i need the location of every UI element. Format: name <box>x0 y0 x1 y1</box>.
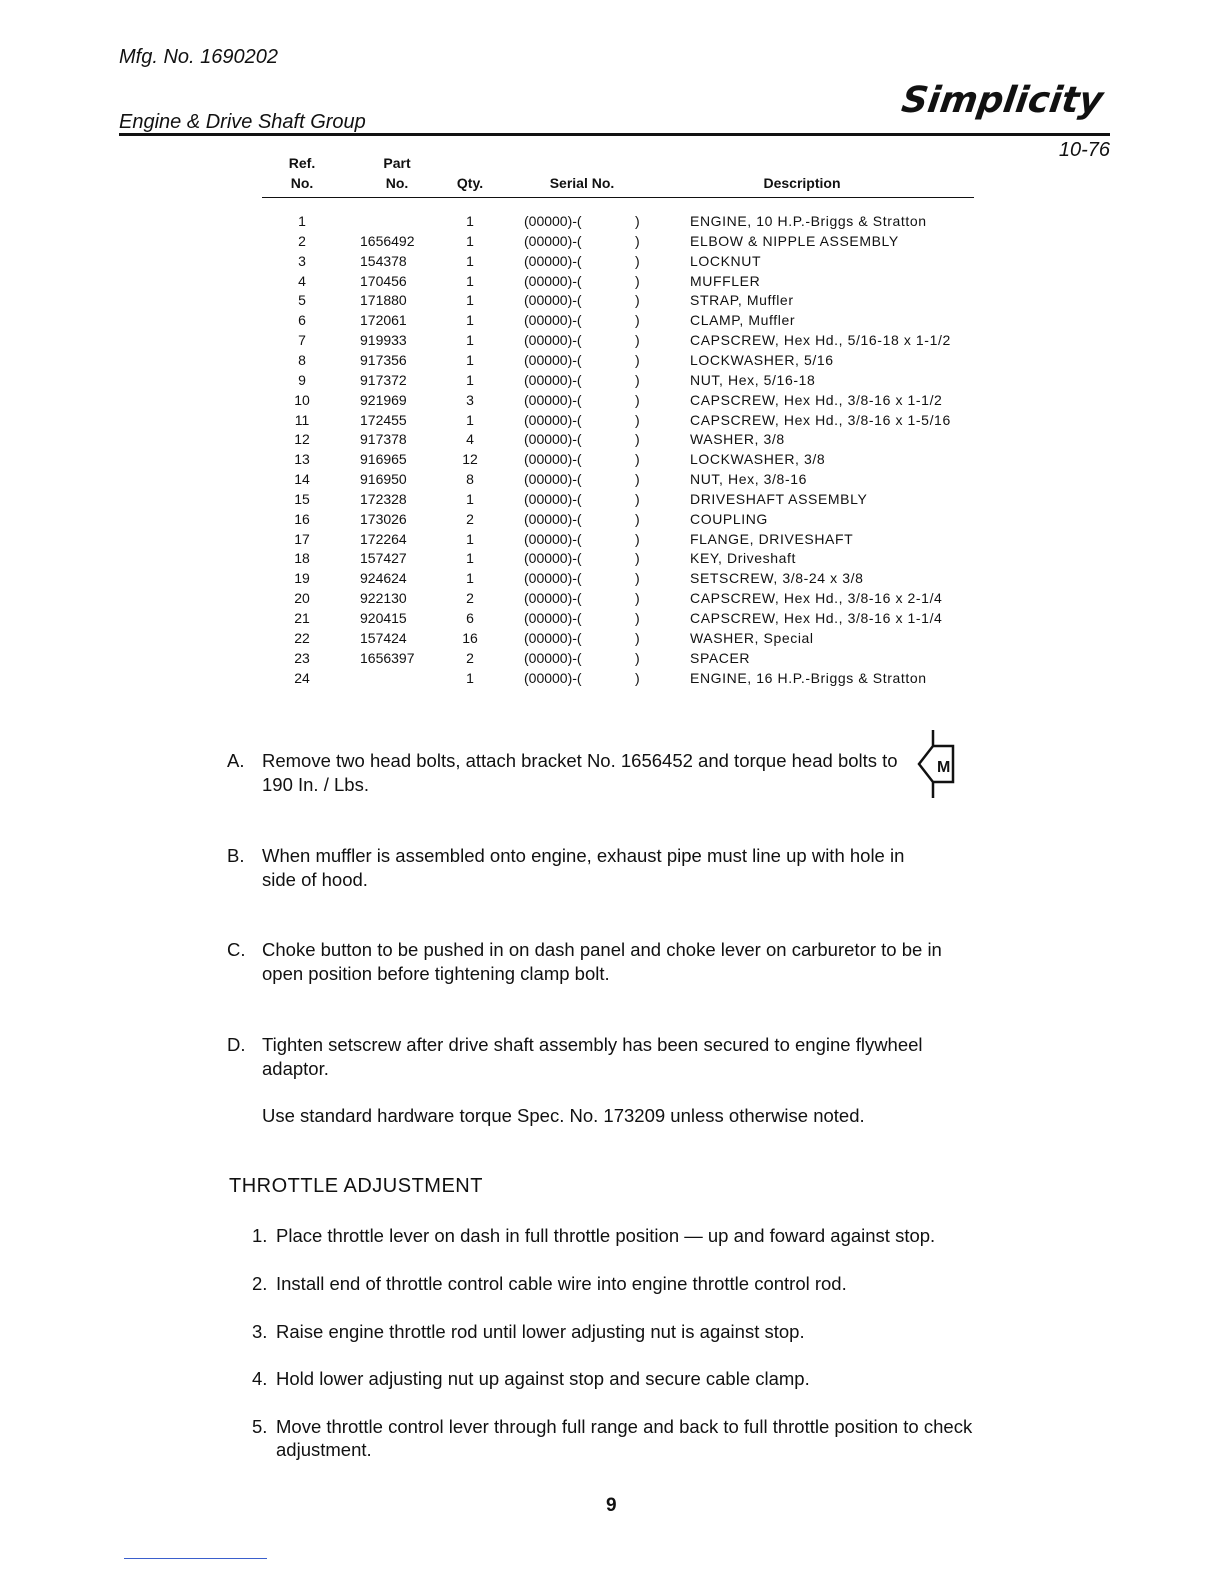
ref-cell: 9 <box>298 371 306 388</box>
serial-cell: (00000)-( <box>524 629 582 646</box>
col-qty-header: Qty. <box>456 175 484 191</box>
ref-cell: 24 <box>294 669 310 686</box>
table-row <box>262 608 982 628</box>
m-badge-letter: M <box>937 759 951 776</box>
qty-cell: 1 <box>466 570 474 587</box>
qty-cell: 1 <box>466 252 474 269</box>
description-cell: CLAMP, Muffler <box>690 312 796 329</box>
table-row <box>262 668 982 688</box>
ref-cell: 2 <box>298 232 306 249</box>
serial-close-cell: ) <box>635 451 640 468</box>
ref-cell: 8 <box>298 351 306 368</box>
qty-cell: 1 <box>466 312 474 329</box>
serial-cell: (00000)-( <box>524 510 582 527</box>
qty-cell: 1 <box>466 213 474 229</box>
qty-cell: 1 <box>466 272 474 289</box>
serial-cell: (00000)-( <box>524 590 582 607</box>
description-cell: LOCKNUT <box>690 252 762 269</box>
col-part-line1: Part <box>383 155 411 171</box>
description-cell: DRIVESHAFT ASSEMBLY <box>690 490 868 507</box>
col-ref-line1: Ref. <box>288 155 316 171</box>
step-number: 3. <box>252 1321 268 1342</box>
qty-cell: 1 <box>466 232 474 249</box>
serial-cell: (00000)-( <box>524 292 582 309</box>
description-cell: CAPSCREW, Hex Hd., 3/8-16 x 2-1/4 <box>690 590 943 607</box>
table-row <box>262 290 982 310</box>
part-number-cell: 1656397 <box>360 649 415 666</box>
description-cell: CAPSCREW, Hex Hd., 3/8-16 x 1-5/16 <box>690 411 951 428</box>
part-number-cell: 1656492 <box>360 232 415 249</box>
part-number-cell: 916950 <box>360 471 407 488</box>
serial-cell: (00000)-( <box>524 530 582 547</box>
serial-cell: (00000)-( <box>524 451 582 468</box>
serial-cell: (00000)-( <box>524 232 582 249</box>
description-cell: CAPSCREW, Hex Hd., 3/8-16 x 1-1/4 <box>690 610 943 626</box>
description-cell: NUT, Hex, 3/8-16 <box>690 471 807 488</box>
qty-cell: 1 <box>466 292 474 309</box>
serial-close-cell: ) <box>635 252 640 269</box>
table-row <box>262 429 982 449</box>
serial-cell: (00000)-( <box>524 471 582 488</box>
part-number-cell: 171880 <box>360 292 407 309</box>
description-cell: ELBOW & NIPPLE ASSEMBLY <box>690 232 899 249</box>
description-cell: KEY, Driveshaft <box>690 550 797 567</box>
col-serial-header: Serial No. <box>549 175 615 191</box>
qty-cell: 12 <box>462 451 478 468</box>
ref-cell: 7 <box>298 332 306 349</box>
qty-cell: 2 <box>466 649 474 666</box>
serial-close-cell: ) <box>635 312 640 329</box>
table-row <box>262 310 982 330</box>
serial-close-cell: ) <box>635 530 640 547</box>
ref-cell: 23 <box>294 649 310 666</box>
serial-close-cell: ) <box>635 570 640 587</box>
serial-close-cell: ) <box>635 590 640 607</box>
part-number-cell: 154378 <box>360 252 407 269</box>
serial-cell: (00000)-( <box>524 312 582 329</box>
qty-cell: 2 <box>466 510 474 527</box>
table-row <box>262 211 982 231</box>
table-row <box>262 648 982 668</box>
ref-cell: 1 <box>298 213 306 229</box>
part-number-cell: 920415 <box>360 610 407 626</box>
serial-cell: (00000)-( <box>524 669 582 686</box>
serial-cell: (00000)-( <box>524 351 582 368</box>
serial-close-cell: ) <box>635 232 640 249</box>
part-number-cell: 922130 <box>360 590 407 607</box>
serial-close-cell: ) <box>635 351 640 368</box>
part-number-cell: 917356 <box>360 351 407 368</box>
serial-cell: (00000)-( <box>524 213 582 229</box>
part-number-cell: 172328 <box>360 490 407 507</box>
part-number-cell: 917372 <box>360 371 407 388</box>
description-cell: CAPSCREW, Hex Hd., 5/16-18 x 1-1/2 <box>690 332 951 349</box>
table-row <box>262 449 982 469</box>
serial-cell: (00000)-( <box>524 272 582 289</box>
table-row <box>262 370 982 390</box>
serial-close-cell: ) <box>635 411 640 428</box>
serial-cell: (00000)-( <box>524 490 582 507</box>
step-text: Install end of throttle control cable wire into engine throttle control rod. <box>276 1273 847 1294</box>
ref-cell: 13 <box>294 451 310 468</box>
ref-cell: 22 <box>294 629 310 646</box>
serial-close-cell: ) <box>635 213 640 229</box>
step-text: Place throttle lever on dash in full throttle position — up and foward against stop. <box>276 1225 936 1246</box>
table-row <box>262 390 982 410</box>
part-number-cell: 172264 <box>360 530 407 547</box>
qty-cell: 2 <box>466 590 474 607</box>
qty-cell: 6 <box>466 610 474 626</box>
description-cell: ENGINE, 16 H.P.-Briggs & Stratton <box>690 669 927 686</box>
part-number-cell: 924624 <box>360 570 407 587</box>
table-row <box>262 568 982 588</box>
header-rule <box>119 133 1110 136</box>
part-number-cell: 173026 <box>360 510 407 527</box>
footer-rule <box>124 1558 267 1559</box>
serial-close-cell: ) <box>635 610 640 626</box>
description-cell: WASHER, 3/8 <box>690 431 785 448</box>
ref-cell: 18 <box>294 550 310 567</box>
step-number: 1. <box>252 1225 268 1246</box>
m-arrow-icon <box>915 728 959 800</box>
standard-torque-text: Use standard hardware torque Spec. No. 173209 unless otherwise noted. <box>262 1105 865 1126</box>
step-number: 5. <box>252 1416 268 1437</box>
step-text: Raise engine throttle rod until lower adjusting nut is against stop. <box>276 1321 805 1342</box>
part-number-cell: 170456 <box>360 272 407 289</box>
serial-close-cell: ) <box>635 471 640 488</box>
table-row <box>262 509 982 529</box>
serial-close-cell: ) <box>635 272 640 289</box>
description-cell: LOCKWASHER, 3/8 <box>690 451 826 468</box>
description-cell: LOCKWASHER, 5/16 <box>690 351 834 368</box>
serial-cell: (00000)-( <box>524 252 582 269</box>
serial-cell: (00000)-( <box>524 332 582 349</box>
serial-close-cell: ) <box>635 510 640 527</box>
qty-cell: 1 <box>466 332 474 349</box>
table-row <box>262 529 982 549</box>
ref-cell: 6 <box>298 312 306 329</box>
ref-cell: 4 <box>298 272 306 289</box>
table-row <box>262 330 982 350</box>
ref-cell: 10 <box>294 391 310 408</box>
table-header-rule <box>262 197 974 198</box>
throttle-heading: THROTTLE ADJUSTMENT <box>229 1175 483 1197</box>
qty-cell: 1 <box>466 530 474 547</box>
table-row <box>262 628 982 648</box>
col-part-header <box>375 153 419 193</box>
description-cell: SETSCREW, 3/8-24 x 3/8 <box>690 570 864 587</box>
step-number: 2. <box>252 1273 268 1294</box>
description-cell: STRAP, Muffler <box>690 292 794 309</box>
serial-close-cell: ) <box>635 292 640 309</box>
serial-close-cell: ) <box>635 649 640 666</box>
brand-logo: Simplicity <box>899 80 1106 121</box>
serial-cell: (00000)-( <box>524 431 582 448</box>
note-letter: A. <box>227 750 245 771</box>
ref-cell: 19 <box>294 570 310 587</box>
step-text: Hold lower adjusting nut up against stop and secure cable clamp. <box>276 1368 810 1389</box>
description-cell: NUT, Hex, 5/16-18 <box>690 371 816 388</box>
part-number-cell: 172061 <box>360 312 407 329</box>
qty-cell: 16 <box>462 629 478 646</box>
part-number-cell: 172455 <box>360 411 407 428</box>
qty-cell: 1 <box>466 371 474 388</box>
table-row <box>262 489 982 509</box>
ref-cell: 3 <box>298 252 306 269</box>
ref-cell: 21 <box>294 610 310 626</box>
serial-close-cell: ) <box>635 669 640 686</box>
table-row <box>262 251 982 271</box>
table-row <box>262 469 982 489</box>
col-description-header: Description <box>763 175 841 191</box>
serial-close-cell: ) <box>635 391 640 408</box>
description-cell: SPACER <box>690 649 751 666</box>
ref-cell: 12 <box>294 431 310 448</box>
description-cell: CAPSCREW, Hex Hd., 3/8-16 x 1-1/2 <box>690 391 943 408</box>
step-number: 4. <box>252 1368 268 1389</box>
note-letter: D. <box>227 1034 246 1055</box>
serial-cell: (00000)-( <box>524 550 582 567</box>
serial-close-cell: ) <box>635 371 640 388</box>
part-number-cell: 919933 <box>360 332 407 349</box>
col-ref-line2: No. <box>290 175 314 191</box>
qty-cell: 1 <box>466 550 474 567</box>
part-number-cell: 921969 <box>360 391 407 408</box>
qty-cell: 3 <box>466 391 474 408</box>
description-cell: MUFFLER <box>690 272 761 289</box>
serial-cell: (00000)-( <box>524 391 582 408</box>
description-cell: FLANGE, DRIVESHAFT <box>690 530 854 547</box>
serial-close-cell: ) <box>635 550 640 567</box>
table-row <box>262 231 982 251</box>
serial-cell: (00000)-( <box>524 570 582 587</box>
table-row <box>262 410 982 430</box>
note-text: Choke button to be pushed in on dash panel and choke lever on carburetor to be in open position before tightening clamp bolt. <box>262 939 942 984</box>
serial-close-cell: ) <box>635 629 640 646</box>
serial-cell: (00000)-( <box>524 649 582 666</box>
step-text: Move throttle control lever through full range and back to full throttle position to check adjustment. <box>276 1416 973 1460</box>
part-number-cell: 917378 <box>360 431 407 448</box>
ref-cell: 17 <box>294 530 310 547</box>
note-letter: B. <box>227 845 245 866</box>
mfg-number: Mfg. No. 1690202 <box>119 46 278 68</box>
note-text: Remove two head bolts, attach bracket No. 1656452 and torque head bolts to 190 In. / Lbs. <box>262 750 898 795</box>
ref-cell: 14 <box>294 471 310 488</box>
group-title: Engine & Drive Shaft Group <box>119 111 366 133</box>
serial-cell: (00000)-( <box>524 411 582 428</box>
serial-cell: (00000)-( <box>524 371 582 388</box>
qty-cell: 8 <box>466 471 474 488</box>
ref-cell: 20 <box>294 590 310 607</box>
description-cell: COUPLING <box>690 510 768 527</box>
part-number-cell: 916965 <box>360 451 407 468</box>
qty-cell: 1 <box>466 411 474 428</box>
serial-cell: (00000)-( <box>524 610 582 626</box>
description-cell: WASHER, Special <box>690 629 814 646</box>
col-part-line2: No. <box>385 175 409 191</box>
ref-cell: 11 <box>294 411 310 428</box>
description-cell: ENGINE, 10 H.P.-Briggs & Stratton <box>690 213 927 229</box>
revision-date: 10-76 <box>1058 139 1110 161</box>
part-number-cell: 157424 <box>360 629 407 646</box>
qty-cell: 1 <box>466 351 474 368</box>
table-row <box>262 271 982 291</box>
ref-cell: 5 <box>298 292 306 309</box>
serial-close-cell: ) <box>635 490 640 507</box>
note-text: Tighten setscrew after drive shaft assembly has been secured to engine flywheel adaptor. <box>262 1034 923 1079</box>
serial-close-cell: ) <box>635 332 640 349</box>
col-ref-header <box>280 153 324 193</box>
qty-cell: 1 <box>466 490 474 507</box>
part-number-cell: 157427 <box>360 550 407 567</box>
table-row <box>262 350 982 370</box>
table-row <box>262 588 982 608</box>
note-text: When muffler is assembled onto engine, exhaust pipe must line up with hole in side of hood. <box>262 845 905 890</box>
note-letter: C. <box>227 939 246 960</box>
qty-cell: 4 <box>466 431 474 448</box>
page-number: 9 <box>606 1495 617 1516</box>
qty-cell: 1 <box>466 669 474 686</box>
serial-close-cell: ) <box>635 431 640 448</box>
ref-cell: 16 <box>294 510 310 527</box>
ref-cell: 15 <box>294 490 310 507</box>
table-row <box>262 548 982 568</box>
